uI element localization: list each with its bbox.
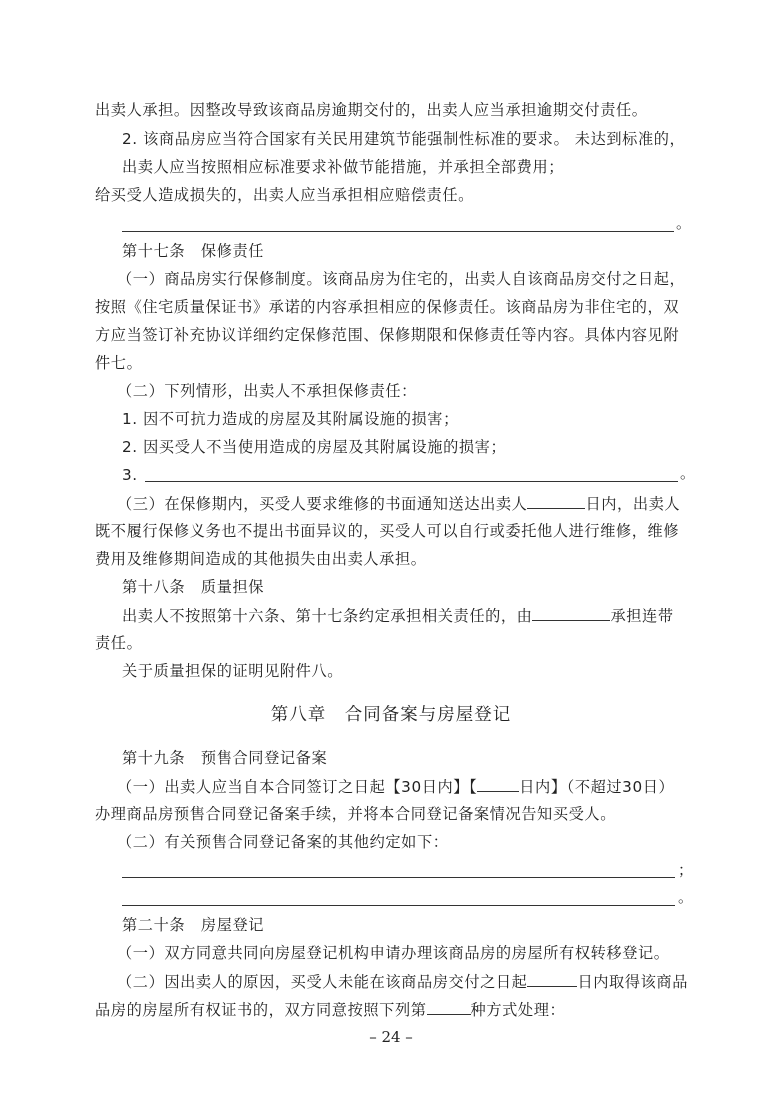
- text-line: 2. 该商品房应当符合国家有关民用建筑节能强制性标准的要求。 未达到标准的，: [122, 130, 686, 148]
- text-line: 按照《住宅质量保证书》承诺的内容承担相应的保修责任。该商品房为非住宅的，双: [95, 298, 680, 316]
- text-line: 出卖人应当按照相应标准要求补做节能措施，并承担全部费用；: [122, 158, 565, 176]
- list-number: 3.: [122, 466, 138, 484]
- text-line: （一）双方同意共同向房屋登记机构申请办理该商品房的房屋所有权转移登记。: [117, 944, 670, 962]
- text-line: （二）下列情形，出卖人不承担保修责任：: [117, 382, 417, 400]
- fill-in-blank: [527, 492, 585, 509]
- chapter-title: 第八章 合同备案与房屋登记: [270, 705, 512, 725]
- page-number: – 24 –: [369, 1028, 413, 1046]
- text-segment: 出卖人不按照第十六条、第十七条约定承担相关责任的，由: [122, 607, 533, 625]
- text-line: [117, 775, 674, 798]
- fill-in-blank: [532, 604, 610, 621]
- text-segment: （三）在保修期内，买受人要求维修的书面通知送达出卖人: [117, 495, 528, 513]
- fill-in-blank-line: [145, 481, 678, 482]
- text-segment: 种方式处理：: [470, 1001, 566, 1019]
- text-line: 。: [680, 464, 696, 482]
- text-line: 关于质量担保的证明见附件八。: [122, 662, 344, 680]
- text-line: 出卖人承担。因整改导致该商品房逾期交付的，出卖人应当承担逾期交付责任。: [95, 101, 648, 119]
- text-line: 给买受人造成损失的，出卖人应当承担相应赔偿责任。: [95, 186, 474, 204]
- text-segment: 品房的房屋所有权证书的，双方同意按照下列第: [95, 1001, 427, 1019]
- fill-in-blank: [427, 998, 471, 1015]
- text-segment: 日内】（不超过30日）: [519, 778, 675, 796]
- text-segment: 承担连带: [610, 607, 674, 625]
- article-heading: 第十七条 保修责任: [122, 242, 265, 260]
- text-line: （二）有关预售合同登记备案的其他约定如下：: [117, 833, 449, 851]
- text-line: [117, 492, 680, 515]
- text-line: （一）商品房实行保修制度。该商品房为住宅的，出卖人自该商品房交付之日起，: [117, 270, 686, 288]
- text-line: 办理商品房预售合同登记备案手续，并将本合同登记备案情况告知买受人。: [95, 805, 616, 823]
- article-heading: 第十九条 预售合同登记备案: [122, 749, 328, 767]
- text-line: [117, 970, 688, 993]
- text-line: 责任。: [95, 634, 143, 652]
- text-line: 1. 因不可抗力造成的房屋及其附属设施的损害；: [122, 410, 459, 428]
- article-heading: 第二十条 房屋登记: [122, 916, 265, 934]
- text-line: [95, 998, 565, 1021]
- text-line: 。: [678, 888, 694, 906]
- text-segment: 日内取得该商品: [577, 973, 688, 991]
- text-line: 2. 因买受人不当使用造成的房屋及其附属设施的损害；: [122, 438, 507, 456]
- fill-in-blank-line: [122, 231, 674, 232]
- text-line: ；: [678, 861, 694, 879]
- text-line: [122, 604, 674, 627]
- fill-in-blank: [527, 970, 577, 987]
- text-segment: 日内，出卖人: [585, 495, 681, 513]
- text-segment: （一）出卖人应当自本合同签订之日起【30日内】【: [117, 778, 478, 796]
- text-line: 件七。: [95, 354, 143, 372]
- article-heading: 第十八条 质量担保: [122, 578, 265, 596]
- text-line: 。: [676, 214, 692, 232]
- fill-in-blank-line: [122, 877, 675, 878]
- text-line: 方应当签订补充协议详细约定保修范围、保修期限和保修责任等内容。具体内容见附: [95, 326, 680, 344]
- text-segment: （二）因出卖人的原因，买受人未能在该商品房交付之日起: [117, 973, 528, 991]
- fill-in-blank-line: [122, 905, 675, 906]
- fill-in-blank: [477, 775, 519, 792]
- text-line: 费用及维修期间造成的其他损失由出卖人承担。: [95, 550, 427, 568]
- text-line: 既不履行保修义务也不提出书面异议的，买受人可以自行或委托他人进行维修，维修: [95, 522, 680, 540]
